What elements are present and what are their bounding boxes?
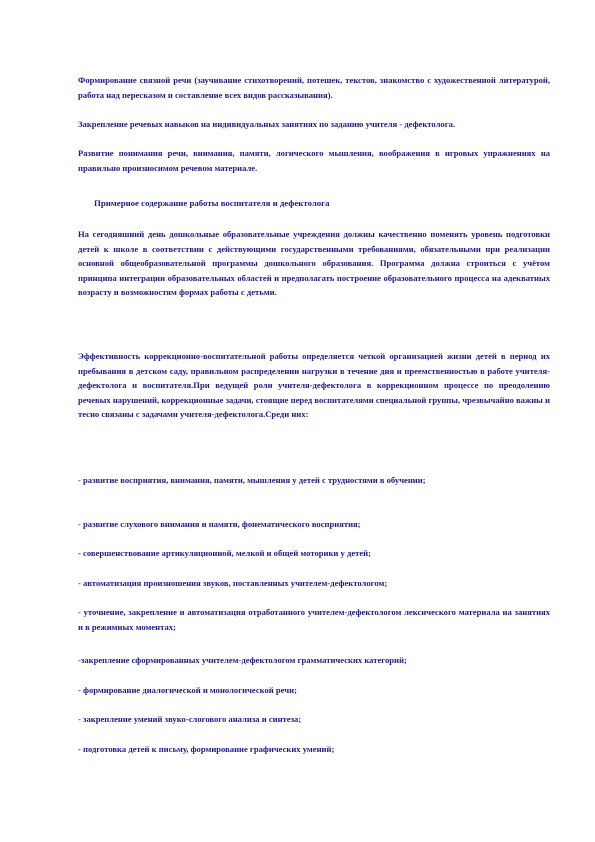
intro-paragraph-2: Закрепление речевых навыков на индивидуальных занятиях по заданию учителя - дефектолога. — [78, 119, 456, 129]
list-item: - развитие восприятия, внимания, памяти, мышления у детей с трудностями в обучении; — [78, 475, 426, 485]
list-item: - автоматизация произношения звуков, поставленных учителем-дефектологом; — [78, 578, 388, 588]
list-item: - закрепление умений звуко-слогового анализа и синтеза; — [78, 714, 302, 724]
list-item: - уточнение, закрепление и автоматизация отработанного учителем-дефектологом лексического материала на занятиях и в режимных моментах; — [78, 607, 550, 632]
body-paragraph-1: На сегодняшний день дошкольные образовательные учреждения должны качественно поменять уровень подготовки детей к школе в соответствии с действующими государственными требованиями, обязательными при реализации основной общеобразовательной программы дошкольного образования. Программа должна строиться с учётом принципа интеграции образовательных областей и предполагать построение образовательного процесса на адекватных возрасту и возможностям формах работы с детьми. — [78, 229, 550, 297]
intro-paragraph-3: Развитие понимания речи, внимания, памяти, логического мышления, воображения в игровых упражнениях на правильно произносимом речевом материале. — [78, 148, 550, 173]
section-heading: Примерное содержание работы воспитателя и дефектолога — [94, 198, 330, 208]
intro-paragraph-1: Формирование связной речи (заучивание стихотворений, потешек, текстов, знакомство с художественной литературой, работа над пересказом и составление всех видов рассказывания). — [78, 75, 550, 100]
list-item: - подготовка детей к письму, формирование графических умений; — [78, 744, 335, 754]
list-item: -закрепление сформированных учителем-дефектологом грамматических категорий; — [78, 655, 407, 665]
list-item: - формирование диалогической и монологической речи; — [78, 685, 297, 695]
body-paragraph-2: Эффективность коррекционно-воспитательной работы определяется четкой организацией жизни детей в период их пребывания в детском саду, правильном распределении нагрузки в течение дня и преемственностью в работе учителя-дефектолога и воспитателя.При ведущей роли учителя-дефектолога в коррекционном процессе по преодолению речевых нарушений, коррекционные задачи, стоящие перед воспитателями специальной группы, чрезвычайно важны и тесно связаны с задачами учителя-дефектолога.Среди них: — [78, 351, 550, 419]
list-item: - совершенствование артикуляционной, мелкой и общей моторики у детей; — [78, 548, 371, 558]
list-item: - развитие слухового внимания и памяти, фонематического восприятия; — [78, 519, 361, 529]
